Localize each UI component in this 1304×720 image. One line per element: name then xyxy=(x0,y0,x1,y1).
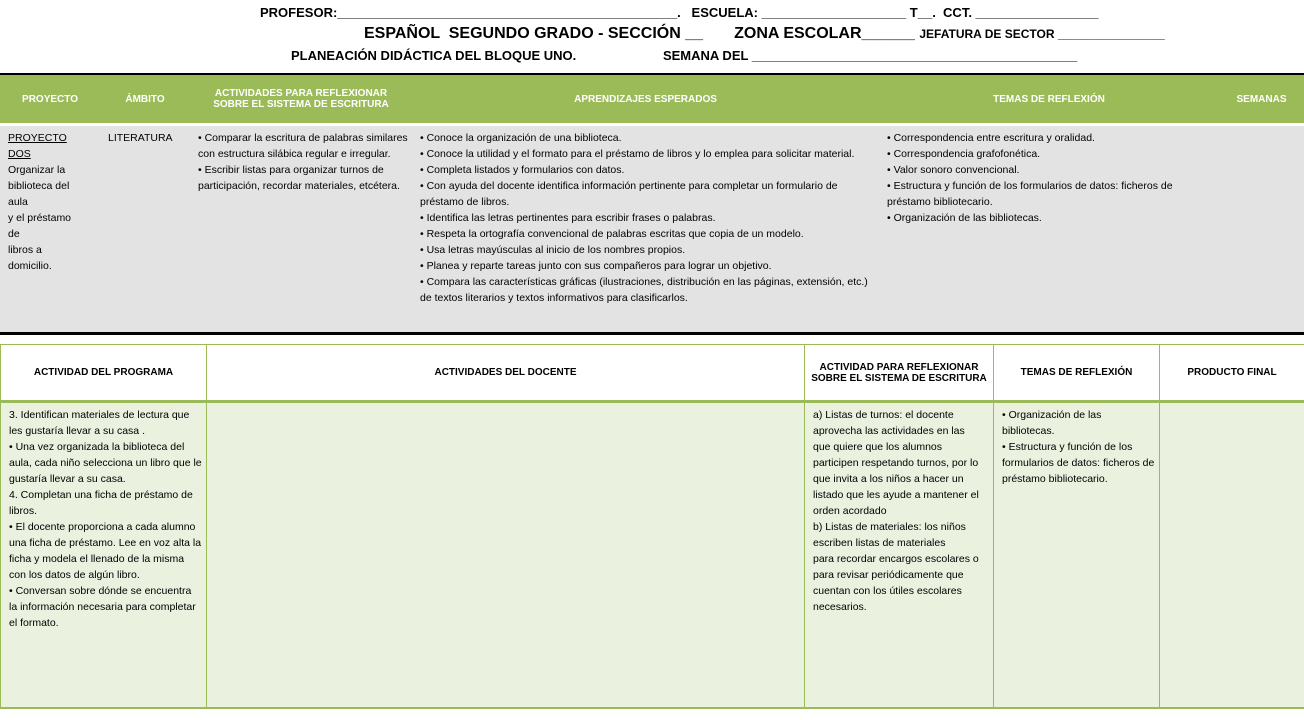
cell-ambito xyxy=(100,125,190,334)
actividades-header-row xyxy=(1,345,1304,402)
bloque-row xyxy=(0,125,1304,334)
cell-producto xyxy=(1160,402,1304,709)
aprendizaje-item: • Conoce la utilidad y el formato para el préstamo de libros y lo emplea para solicitar material. xyxy=(420,148,855,160)
cell-actividades xyxy=(190,125,412,334)
actividades-row xyxy=(1,402,1304,709)
cell-semanas xyxy=(1219,125,1304,334)
aprendizaje-item: • Conoce la organización de una biblioteca. xyxy=(420,132,622,144)
tema-item-2: • Organización de las bibliotecas. xyxy=(1002,409,1102,437)
actividad-item: • Comparar la escritura de palabras similares con estructura silábica regular e irregular. xyxy=(198,132,408,160)
tema-item: • Organización de las bibliotecas. xyxy=(887,212,1042,224)
proyecto-line: libros a xyxy=(8,244,42,256)
programa-item: • Conversan sobre dónde se encuentra la información necesaria para completar el formato. xyxy=(9,585,196,629)
cell-aprendizajes xyxy=(412,125,879,334)
tema-item-2: • Estructura y función de los formularios de datos: ficheros de préstamo bibliotecario. xyxy=(1002,441,1155,485)
col-header-aprendizajes: APRENDIZAJES ESPERADOS xyxy=(412,74,879,125)
tema-item: • Valor sonoro convencional. xyxy=(887,164,1020,176)
col-header-proyecto: PROYECTO xyxy=(0,74,100,125)
cell-reflexionar xyxy=(805,402,994,709)
reflexionar-item: a) Listas de turnos: el docente aprovecha las actividades en las xyxy=(813,409,965,437)
header-title-main: ESPAÑOL SEGUNDO GRADO - SECCIÓN __ ZONA ESCOLAR______ xyxy=(364,25,920,42)
proyecto-line: de xyxy=(8,228,20,240)
cell-temas-2 xyxy=(994,402,1160,709)
tema-item: • Correspondencia grafofonética. xyxy=(887,148,1041,160)
col-header-semanas: SEMANAS xyxy=(1219,74,1304,125)
header-jefatura: JEFATURA DE SECTOR ________________ xyxy=(919,27,1165,41)
aprendizaje-item: • Respeta la ortografía convencional de palabras escritas que copia de un modelo. xyxy=(420,228,804,240)
cell-proyecto xyxy=(0,125,100,334)
reflexionar-item: b) Listas de materiales: los niños escriben listas de materiales xyxy=(813,521,966,549)
header-title-line xyxy=(364,25,1304,43)
col-header-actividades: ACTIVIDADES PARA REFLEXIONAR SOBRE EL SISTEMA DE ESCRITURA xyxy=(190,74,412,125)
proyecto-line: y el préstamo xyxy=(8,212,72,224)
ambito-text: LITERATURA xyxy=(108,132,173,144)
actividades-table xyxy=(0,344,1304,709)
col-header-docente: ACTIVIDADES DEL DOCENTE xyxy=(207,345,805,402)
reflexionar-item: para recordar encargos escolares o para revisar periódicamente que cuentan con los útiles escolares necesarios. xyxy=(813,553,979,613)
cell-docente xyxy=(207,402,805,709)
col-header-temas: TEMAS DE REFLEXIÓN xyxy=(879,74,1219,125)
aprendizaje-item: • Compara las características gráficas (ilustraciones, distribución en las páginas, extensión, etc.) de textos literarios y textos informativos para clasificarlos. xyxy=(420,276,868,304)
proyecto-line: Organizar la xyxy=(8,164,66,176)
col-header-ambito: ÁMBITO xyxy=(100,74,190,125)
aprendizaje-item: • Completa listados y formularios con datos. xyxy=(420,164,625,176)
aprendizaje-item: • Identifica las letras pertinentes para escribir frases o palabras. xyxy=(420,212,716,224)
col-header-producto: PRODUCTO FINAL xyxy=(1160,345,1304,402)
reflexionar-item: que quiere que los alumnos participen respetando turnos, por lo que invita a los niños a hacer un listado que les ayude a mantener el orden acordado xyxy=(813,441,979,517)
actividad-item: • Escribir listas para organizar turnos de participación, recordar materiales, etcétera. xyxy=(198,164,400,192)
programa-item: 4. Completan una ficha de préstamo de libros. xyxy=(9,489,193,517)
tema-item: • Correspondencia entre escritura y oralidad. xyxy=(887,132,1095,144)
cell-temas xyxy=(879,125,1219,334)
proyecto-title-1: PROYECTO xyxy=(8,132,67,144)
col-header-reflexionar: ACTIVIDAD PARA REFLEXIONAR SOBRE EL SISTEMA DE ESCRITURA xyxy=(805,345,994,402)
proyecto-line: biblioteca del xyxy=(8,180,70,192)
bloque-header-row xyxy=(0,74,1304,125)
col-header-programa: ACTIVIDAD DEL PROGRAMA xyxy=(1,345,207,402)
header-profesor-line: PROFESOR:_______________________________________________. ESCUELA: ____________________ T__. CCT. _________________ xyxy=(260,5,1099,20)
aprendizaje-item: • Usa letras mayúsculas al inicio de los nombres propios. xyxy=(420,244,686,256)
aprendizaje-item: • Con ayuda del docente identifica información pertinente para completar un formulario de préstamo de libros. xyxy=(420,180,838,208)
programa-item: 3. Identifican materiales de lectura que les gustaría llevar a su casa . xyxy=(9,409,190,437)
proyecto-line: domicilio. xyxy=(8,260,52,272)
proyecto-title-2: DOS xyxy=(8,148,31,160)
cell-programa xyxy=(1,402,207,709)
bloque-table xyxy=(0,73,1304,335)
aprendizaje-item: • Planea y reparte tareas junto con sus compañeros para lograr un objetivo. xyxy=(420,260,772,272)
tema-item: • Estructura y función de los formularios de datos: ficheros de préstamo bibliotecario. xyxy=(887,180,1173,208)
programa-item: • El docente proporciona a cada alumno una ficha de préstamo. Lee en voz alta la ficha y modela el llenado de la misma con los datos de algún libro. xyxy=(9,521,202,581)
header-planeacion-line: PLANEACIÓN DIDÁCTICA DEL BLOQUE UNO. SEMANA DEL _____________________________________________ xyxy=(291,48,1078,63)
col-header-temas-2: TEMAS DE REFLEXIÓN xyxy=(994,345,1160,402)
proyecto-line: aula xyxy=(8,196,28,208)
programa-item: • Una vez organizada la biblioteca del aula, cada niño selecciona un libro que le gustaría llevar a su casa. xyxy=(9,441,202,485)
